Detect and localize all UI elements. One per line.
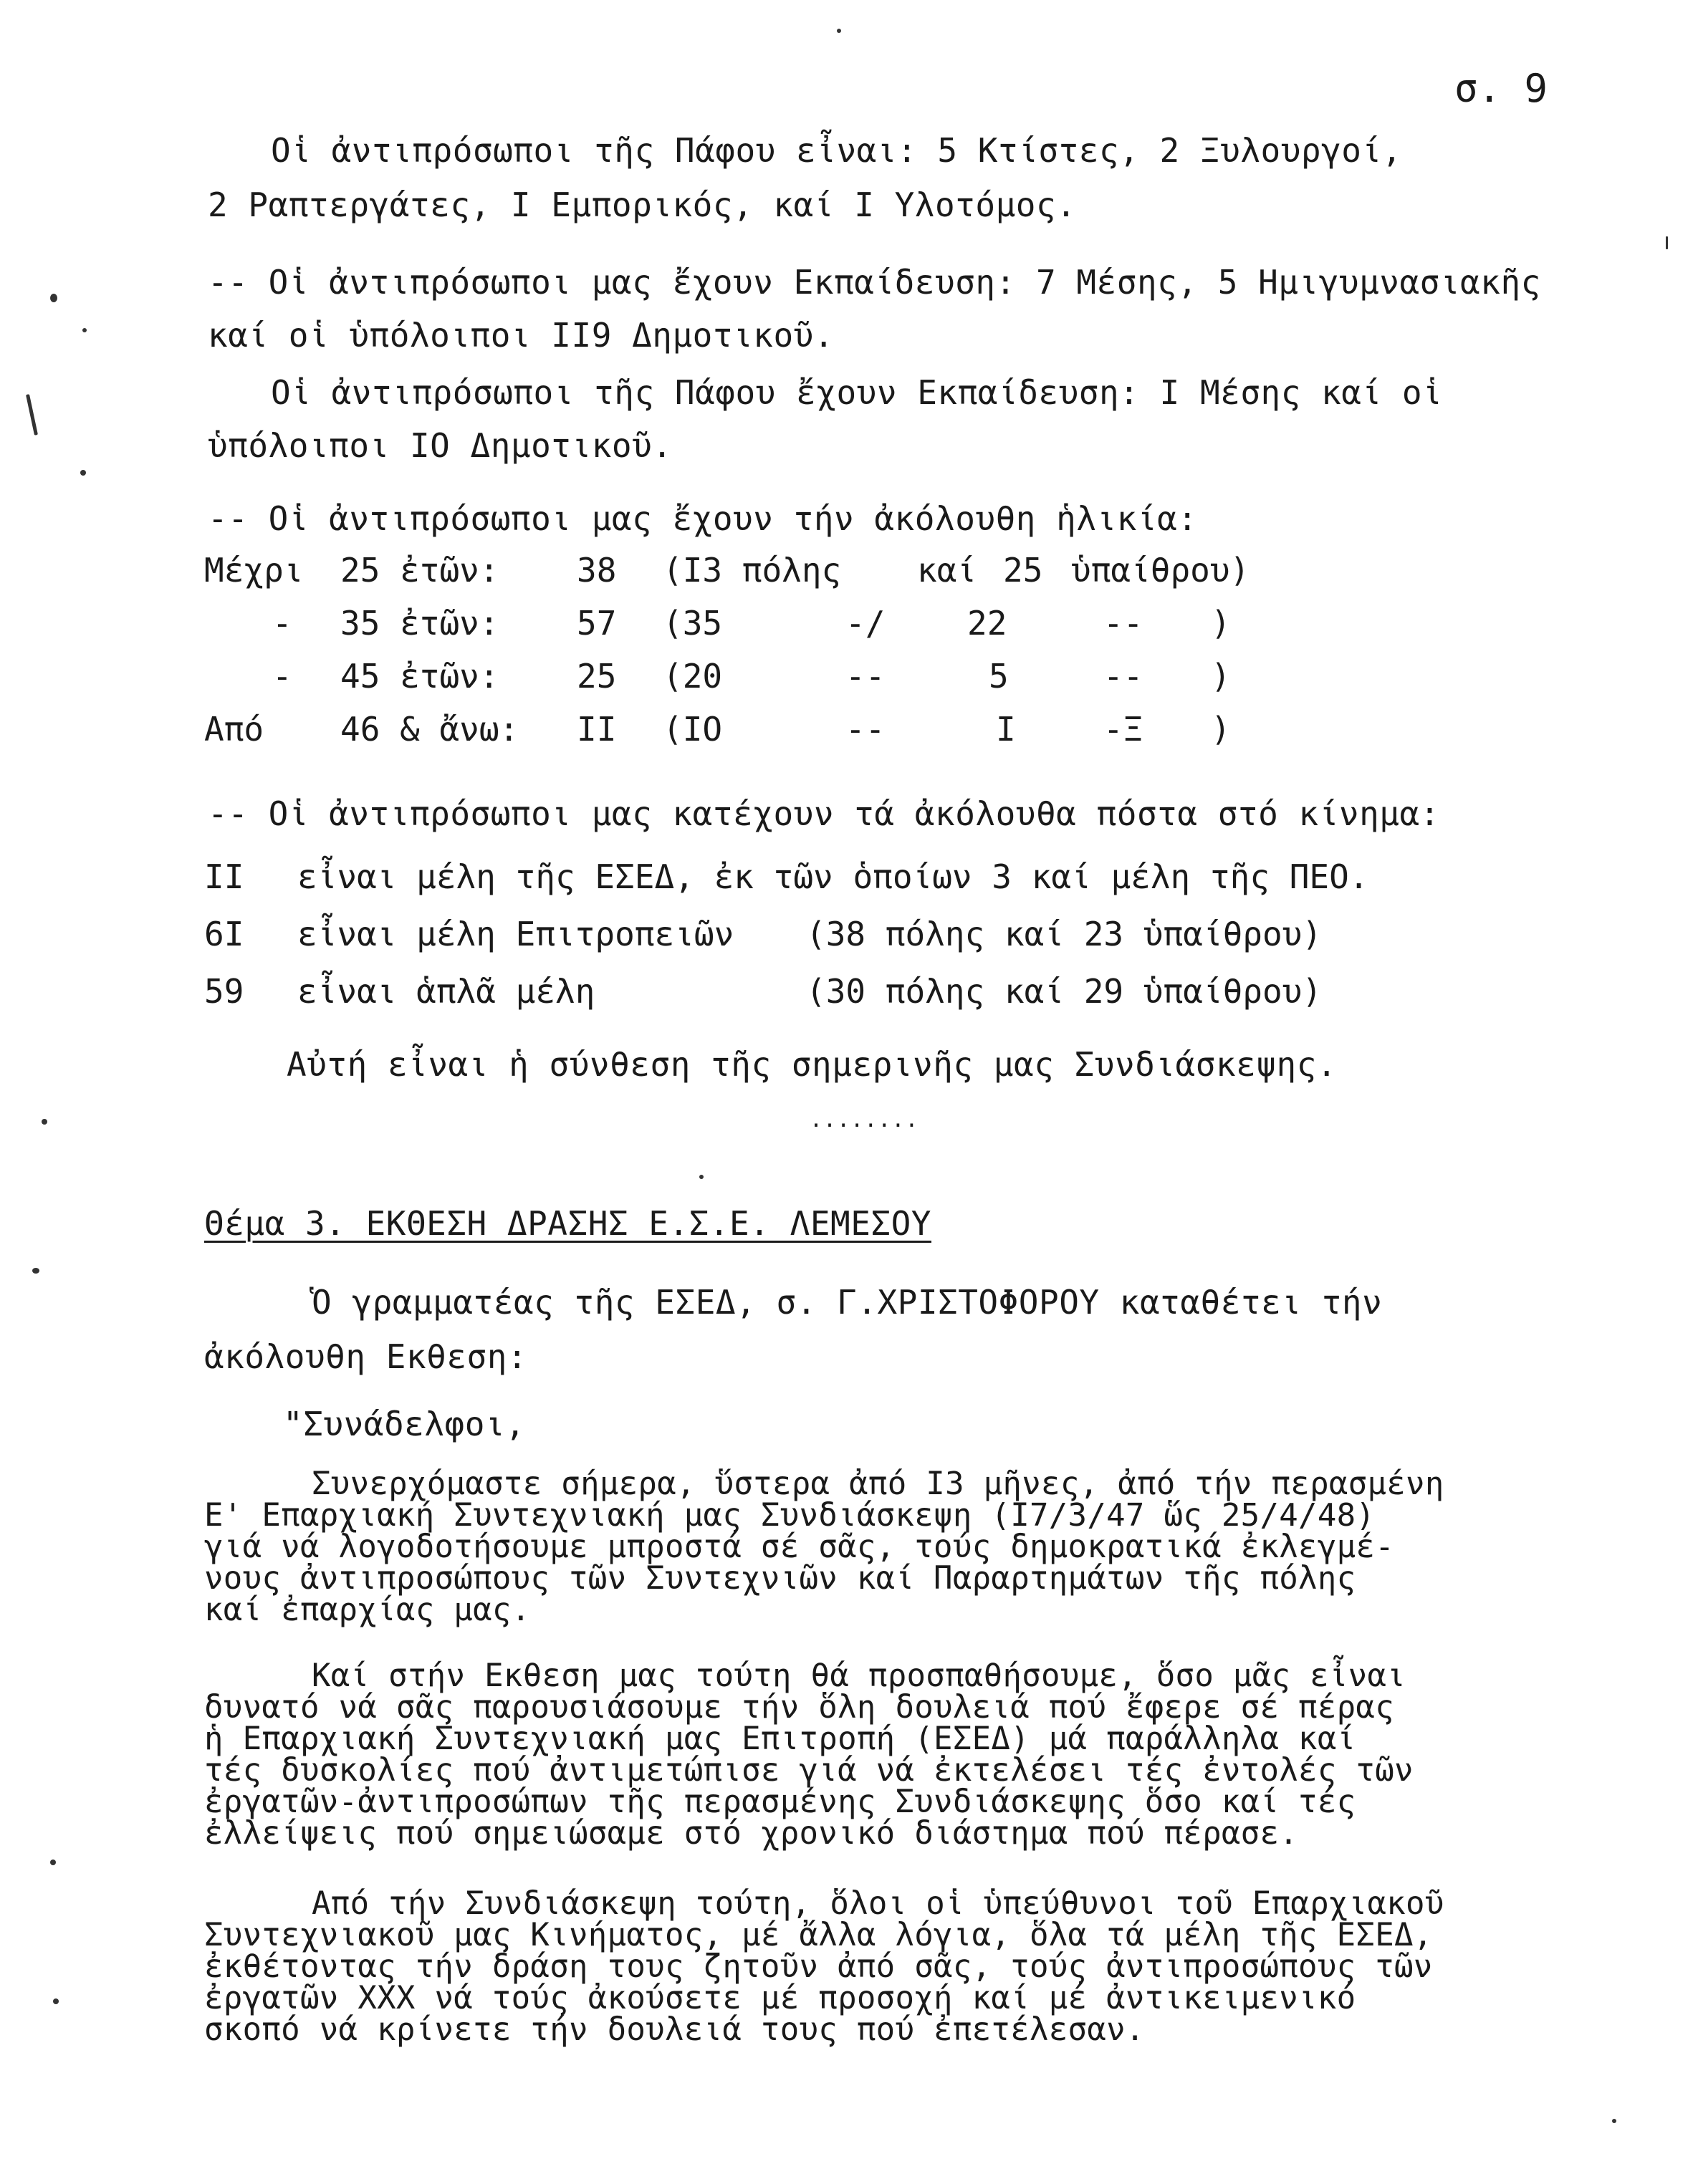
text-line: Οἱ ἀντιπρόσωποι τῆς Πάφου ἔχουν Εκπαίδευση: Ι Μέσης καί οἱ — [271, 373, 1443, 412]
paragraph-line: ἐκθέτοντας τήν δράση τους ζητοῦν ἀπό σᾶς, τούς ἀντιπροσώπους τῶν — [204, 1948, 1433, 1985]
age-sep: -- — [845, 657, 886, 696]
page-number: σ. 9 — [1454, 66, 1548, 111]
age-rural-sep: -Ξ — [1103, 710, 1143, 749]
age-close: ) — [1211, 604, 1231, 643]
paragraph-line: νους ἀντιπροσώπους τῶν Συντεχνιῶν καί Παραρτημάτων τῆς πόλης — [204, 1560, 1356, 1597]
scan-speck — [837, 29, 841, 33]
membership-row — [204, 971, 1494, 1021]
age-sep: καί — [917, 551, 977, 590]
table-row — [204, 550, 1279, 600]
age-rural-sep: ὑπαίθρου) — [1071, 551, 1250, 590]
age-city: (Ι3 πόλης — [663, 551, 842, 590]
text-line: καί οἱ ὑπόλοιποι ΙΙ9 Δημοτικοῦ. — [208, 316, 835, 355]
paragraph-line: γιά νά λογοδοτήσουμε μπροστά σέ σᾶς, τούς δημοκρατικά ἐκλεγμέ- — [204, 1529, 1394, 1565]
scan-speck — [82, 328, 87, 332]
age-rural: 22 — [967, 604, 1007, 643]
age-prefix: - — [272, 657, 292, 696]
membership-detail: (30 πόλης καί 29 ὑπαίθρου) — [806, 972, 1323, 1011]
age-city: (ΙΟ — [663, 710, 723, 749]
scan-speck — [50, 1860, 56, 1865]
membership-row — [204, 914, 1494, 964]
paragraph-line: Καί στήν Εκθεση μας τούτη θά προσπαθήσουμε, ὅσο μᾶς εἶναι — [312, 1658, 1406, 1694]
membership-count: 59 — [204, 972, 244, 1011]
age-label: 25 ἐτῶν: — [340, 551, 499, 590]
scan-speck — [1612, 2119, 1616, 2123]
paragraph-line: τές δυσκολίες πού ἀντιμετώπισε γιά νά ἐκτελέσει τές ἐντολές τῶν — [204, 1752, 1414, 1789]
age-total: ΙΙ — [577, 710, 617, 749]
paragraph-line: δυνατό νά σᾶς παρουσιάσουμε τήν ὅλη δουλειά πού ἔφερε σέ πέρας — [204, 1689, 1394, 1726]
age-rural-sep: -- — [1103, 657, 1143, 696]
table-row — [204, 656, 1279, 706]
age-sep: -- — [845, 710, 886, 749]
membership-text: εἶναι ἁπλᾶ μέλη — [297, 972, 595, 1011]
age-rural: 5 — [989, 657, 1009, 696]
membership-intro: -- Οἱ ἀντιπρόσωποι μας κατέχουν τά ἀκόλουθα πόστα στό κίνημα: — [208, 794, 1440, 833]
membership-count: 6Ι — [204, 915, 244, 953]
text-line: 2 Ραπτεργάτες, Ι Εμπορικός, καί Ι Υλοτόμος. — [208, 186, 1077, 224]
intro-line: ἀκόλουθη Εκθεση: — [204, 1337, 528, 1376]
age-prefix: - — [272, 604, 292, 643]
text-line: Οἱ ἀντιπρόσωποι τῆς Πάφου εἶναι: 5 Κτίστες, 2 Ξυλουργοί, — [271, 131, 1402, 170]
salutation: "Συνάδελφοι, — [283, 1405, 526, 1443]
paragraph-line: ἡ Επαρχιακή Συντεχνιακή μας Επιτροπή (ΕΣΕΔ) μά παράλληλα καί — [204, 1721, 1356, 1757]
membership-detail: (38 πόλης καί 23 ὑπαίθρου) — [806, 915, 1323, 953]
text-line: -- Οἱ ἀντιπρόσωποι μας ἔχουν Εκπαίδευση: 7 Μέσης, 5 Ημιγυμνασιακῆς — [208, 263, 1541, 302]
age-rural: Ι — [996, 710, 1016, 749]
scan-speck — [53, 1998, 59, 2004]
age-label: 45 ἐτῶν: — [340, 657, 499, 696]
age-total: 25 — [577, 657, 617, 696]
paragraph-line: Συνερχόμαστε σήμερα, ὕστερα ἀπό Ι3 μῆνες, ἀπό τήν περασμένη — [312, 1466, 1444, 1502]
scan-speck — [42, 1119, 47, 1125]
scan-speck — [50, 294, 57, 302]
age-city: (35 — [663, 604, 723, 643]
age-label: 46 & ἄνω: — [340, 710, 519, 749]
text-line: ὑπόλοιποι ΙΟ Δημοτικοῦ. — [208, 426, 673, 465]
age-total: 57 — [577, 604, 617, 643]
membership-text: εἶναι μέλη Επιτροπειῶν — [297, 915, 734, 953]
membership-row — [204, 857, 1494, 907]
scan-speck — [32, 1268, 39, 1274]
table-row — [204, 709, 1279, 759]
age-rural-sep: -- — [1103, 604, 1143, 643]
age-prefix: Μέχρι — [204, 551, 304, 590]
scan-speck — [1666, 236, 1668, 249]
membership-text: εἶναι μέλη τῆς ΕΣΕΔ, ἐκ τῶν ὁποίων 3 καί μέλη τῆς ΠΕΟ. — [297, 857, 1369, 896]
section-heading: Θέμα 3. ΕΚΘΕΣΗ ΔΡΑΣΗΣ Ε.Σ.Ε. ΛΕΜΕΣΟΥ — [204, 1204, 931, 1243]
separator-dots: ........ — [810, 1107, 919, 1132]
intro-line: Ὁ γραμματέας τῆς ΕΣΕΔ, σ. Γ.ΧΡΙΣΤΟΦΟΡΟΥ καταθέτει τήν — [312, 1283, 1383, 1322]
paragraph-line: Ε' Επαρχιακή Συντεχνιακή μας Συνδιάσκεψη (Ι7/3/47 ὥς 25/4/48) — [204, 1497, 1376, 1534]
composition-line: Αὐτή εἶναι ἡ σύνθεση τῆς σημερινῆς μας Συνδιάσκεψης. — [287, 1045, 1338, 1084]
paragraph-line: καί ἐπαρχίας μας. — [204, 1592, 531, 1628]
paragraph-line: σκοπό νά κρίνετε τήν δουλειά τους πού ἐπετέλεσαν. — [204, 2011, 1145, 2048]
scan-speck — [699, 1175, 704, 1179]
paragraph-line: ἐλλείψεις πού σημειώσαμε στό χρονικό διάστημα πού πέρασε. — [204, 1815, 1299, 1852]
age-rural: 25 — [1003, 551, 1043, 590]
membership-count: ΙΙ — [204, 857, 244, 896]
age-close: ) — [1211, 710, 1231, 749]
age-city: (20 — [663, 657, 723, 696]
age-sep: -/ — [845, 604, 886, 643]
age-total: 38 — [577, 551, 617, 590]
scan-speck — [80, 470, 86, 476]
age-close: ) — [1211, 657, 1231, 696]
text-line: -- Οἱ ἀντιπρόσωποι μας ἔχουν τήν ἀκόλουθη ἡλικία: — [208, 499, 1198, 538]
age-label: 35 ἐτῶν: — [340, 604, 499, 643]
paragraph-line: Από τήν Συνδιάσκεψη τούτη, ὅλοι οἱ ὑπεύθυνοι τοῦ Επαρχιακοῦ — [312, 1885, 1444, 1922]
age-prefix: Από — [204, 710, 264, 749]
table-row — [204, 603, 1279, 653]
scan-speck — [26, 394, 38, 436]
paragraph-line: ἐργατῶν ΧΧΧ νά τούς ἀκούσετε μέ προσοχή καί μέ ἀντικειμενικό — [204, 1980, 1356, 2016]
paragraph-line: Συντεχνιακοῦ μας Κινήματος, μέ ἄλλα λόγια, ὅλα τά μέλη τῆς ΕΣΕΔ, — [204, 1917, 1433, 1953]
paragraph-line: ἐργατῶν-ἀντιπροσώπων τῆς περασμένης Συνδιάσκεψης ὅσο καί τές — [204, 1784, 1356, 1820]
